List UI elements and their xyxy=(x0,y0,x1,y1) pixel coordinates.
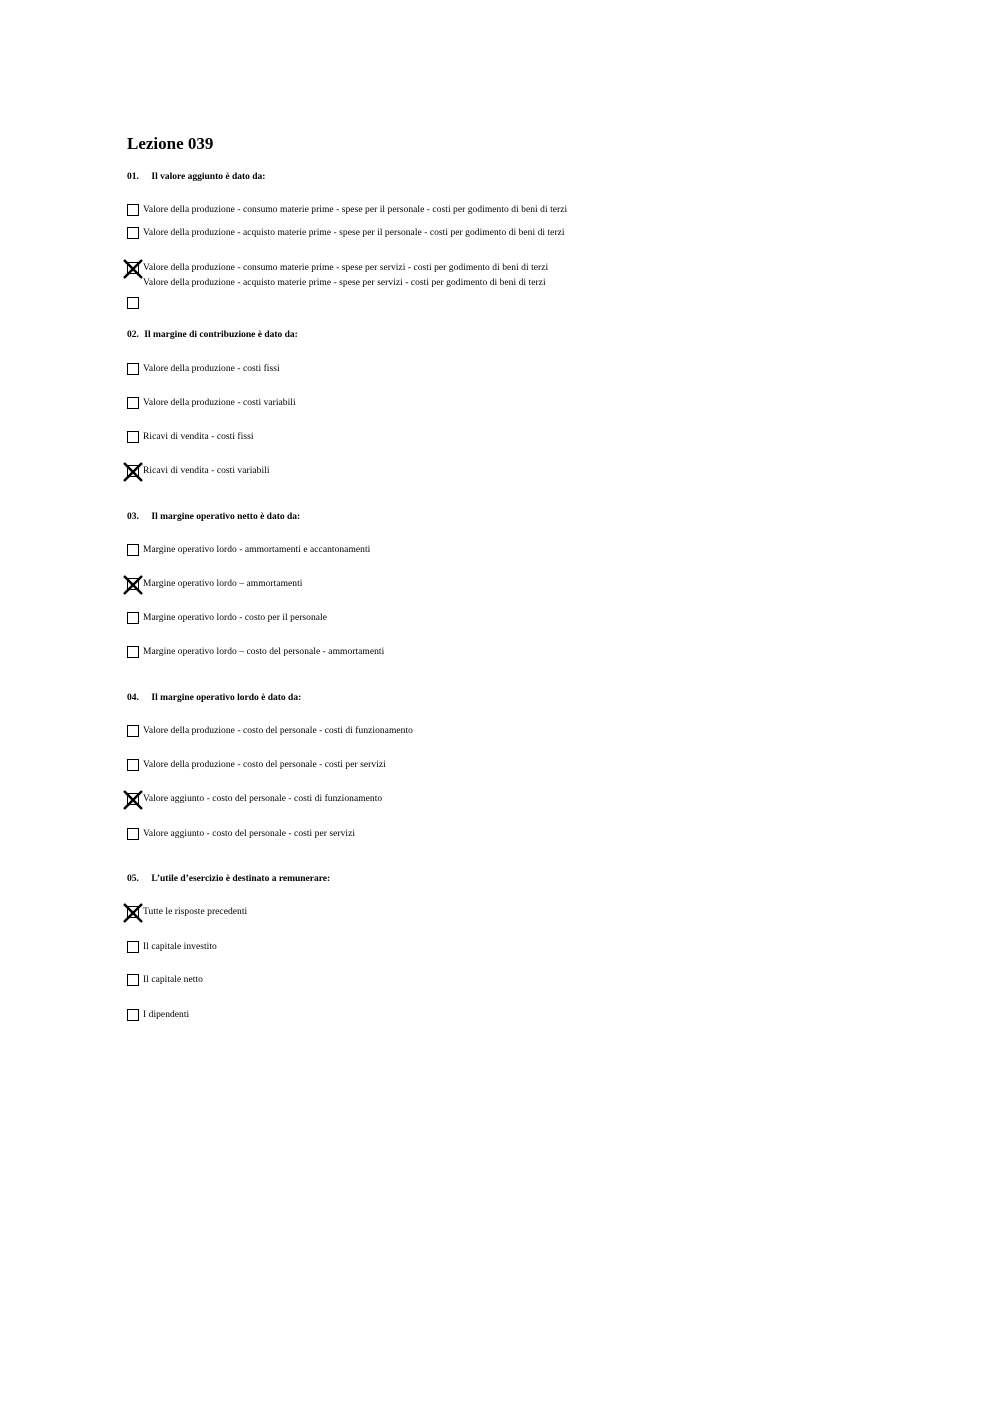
answer-label: Valore della produzione - costi fissi xyxy=(143,364,280,374)
question-2-heading xyxy=(127,329,298,341)
answer-label: Valore della produzione - costo del personale - costi di funzionamento xyxy=(143,726,413,736)
cross-mark-icon xyxy=(123,790,143,810)
checkbox-checked[interactable] xyxy=(127,465,139,477)
checkbox[interactable] xyxy=(127,363,139,375)
page-title: Lezione 039 xyxy=(127,134,214,153)
answer-label: Valore della produzione - costo del personale - costi per servizi xyxy=(143,760,386,770)
question-number: 02. xyxy=(127,330,139,340)
cross-mark-icon xyxy=(123,903,143,923)
answer-label: Margine operativo lordo – costo del personale - ammortamenti xyxy=(143,647,385,657)
checkbox-checked[interactable] xyxy=(127,793,139,805)
checkbox-checked[interactable] xyxy=(127,578,139,590)
checkbox[interactable] xyxy=(127,544,139,556)
checkbox-checked[interactable] xyxy=(127,262,139,274)
checkbox[interactable] xyxy=(127,725,139,737)
cross-mark-icon xyxy=(123,259,143,279)
checkbox[interactable] xyxy=(127,297,139,309)
answer-label: Valore aggiunto - costo del personale - costi per servizi xyxy=(143,829,356,839)
answer-label: Valore della produzione - acquisto materie prime - spese per servizi - costi per godimento di beni di terzi xyxy=(143,278,546,288)
question-text: L’utile d’esercizio è destinato a remunerare: xyxy=(151,874,331,884)
checkbox[interactable] xyxy=(127,759,139,771)
answer-label: Ricavi di vendita - costi variabili xyxy=(143,466,270,476)
checkbox[interactable] xyxy=(127,941,139,953)
checkbox[interactable] xyxy=(127,828,139,840)
question-number: 01. xyxy=(127,172,139,182)
question-text: Il margine operativo lordo è dato da: xyxy=(151,693,302,703)
question-number: 03. xyxy=(127,512,139,522)
answer-label: Ricavi di vendita - costi fissi xyxy=(143,432,254,442)
answer-label: Valore della produzione - consumo materie prime - spese per il personale - costi per godimento di beni di terzi xyxy=(143,205,568,215)
cross-mark-icon xyxy=(123,575,143,595)
answer-label: I dipendenti xyxy=(143,1010,190,1020)
question-text: Il margine di contribuzione è dato da: xyxy=(144,330,298,340)
answer-label: Valore della produzione - costi variabili xyxy=(143,398,296,408)
checkbox[interactable] xyxy=(127,612,139,624)
checkbox[interactable] xyxy=(127,204,139,216)
question-4-heading xyxy=(127,692,301,704)
checkbox[interactable] xyxy=(127,397,139,409)
answer-label: Valore aggiunto - costo del personale - costi di funzionamento xyxy=(143,794,383,804)
answer-label: Tutte le risposte precedenti xyxy=(143,907,248,917)
question-5-heading xyxy=(127,873,330,885)
question-text: Il margine operativo netto è dato da: xyxy=(151,512,301,522)
checkbox-checked[interactable] xyxy=(127,906,139,918)
cross-mark-icon xyxy=(123,462,143,482)
answer-label: Margine operativo lordo - ammortamenti e accantonamenti xyxy=(143,545,371,555)
question-number: 05. xyxy=(127,874,139,884)
answer-label: Valore della produzione - consumo materie prime - spese per servizi - costi per godimento di beni di terzi xyxy=(143,263,549,273)
question-text: Il valore aggiunto è dato da: xyxy=(151,172,266,182)
checkbox[interactable] xyxy=(127,1009,139,1021)
question-number: 04. xyxy=(127,693,139,703)
answer-label: Margine operativo lordo - costo per il personale xyxy=(143,613,327,623)
question-3-heading xyxy=(127,511,300,523)
question-1-heading xyxy=(127,171,265,183)
checkbox[interactable] xyxy=(127,646,139,658)
checkbox[interactable] xyxy=(127,431,139,443)
answer-label: Il capitale investito xyxy=(143,942,217,952)
checkbox[interactable] xyxy=(127,227,139,239)
answer-label: Valore della produzione - acquisto materie prime - spese per il personale - costi per godimento di beni di terzi xyxy=(143,228,565,238)
checkbox[interactable] xyxy=(127,974,139,986)
answer-label: Il capitale netto xyxy=(143,975,203,985)
answer-label: Margine operativo lordo – ammortamenti xyxy=(143,579,303,589)
